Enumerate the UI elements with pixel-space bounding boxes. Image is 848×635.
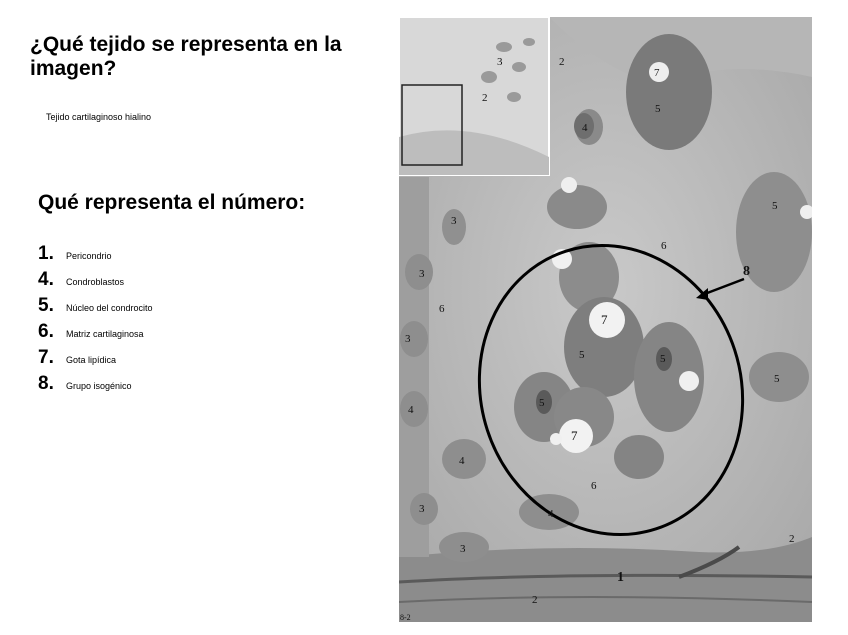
legend-number: 1. bbox=[38, 243, 54, 264]
legend-item bbox=[38, 295, 153, 321]
legend-label: Grupo isogénico bbox=[66, 381, 132, 391]
micrograph-label: 5 bbox=[579, 349, 585, 361]
micrograph-label: 5 bbox=[772, 200, 778, 212]
legend-number: 7. bbox=[38, 347, 54, 368]
micrograph-label: 3 bbox=[451, 215, 457, 227]
legend-item bbox=[38, 347, 153, 373]
legend-number: 4. bbox=[38, 269, 54, 290]
micrograph-label: 3 bbox=[419, 268, 425, 280]
micrograph-label: 8 bbox=[743, 264, 750, 279]
legend-label: Pericondrio bbox=[66, 251, 112, 261]
micrograph-label: 1 bbox=[617, 570, 624, 585]
micrograph-label: 7 bbox=[571, 428, 578, 443]
legend-item bbox=[38, 373, 153, 399]
legend-item bbox=[38, 321, 153, 347]
question-title: ¿Qué tejido se representa en la imagen? bbox=[30, 33, 342, 80]
legend-list bbox=[38, 243, 153, 399]
micrograph-label: 7 bbox=[601, 312, 608, 327]
micrograph-label: 4 bbox=[548, 508, 554, 520]
legend-item bbox=[38, 243, 153, 269]
legend-number: 6. bbox=[38, 321, 54, 342]
micrograph-label: 2 bbox=[559, 56, 565, 68]
legend-label: Condroblastos bbox=[66, 277, 125, 287]
micrograph-label: 6 bbox=[661, 240, 667, 252]
micrograph-label: 4 bbox=[459, 455, 465, 467]
micrograph-label: 5 bbox=[774, 373, 780, 385]
legend-number: 5. bbox=[38, 295, 54, 316]
micrograph-label: 2 bbox=[532, 594, 538, 606]
micrograph-label: 3 bbox=[405, 333, 411, 345]
micrograph-label: 2 bbox=[789, 533, 795, 545]
corner-label: 8-2 bbox=[400, 613, 411, 622]
micrograph-label: 3 bbox=[460, 543, 466, 555]
micrograph-label: 6 bbox=[439, 303, 445, 315]
micrograph-label: 5 bbox=[660, 353, 666, 365]
micrograph-label: 2 bbox=[482, 92, 488, 104]
legend-label: Gota lipídica bbox=[66, 355, 117, 365]
answer-text: Tejido cartilaginoso hialino bbox=[46, 112, 152, 122]
micrograph-label: 3 bbox=[419, 503, 425, 515]
micrograph-image bbox=[399, 17, 812, 622]
micrograph-label: 4 bbox=[582, 122, 588, 134]
micrograph-label: 4 bbox=[408, 404, 414, 416]
micrograph-label: 5 bbox=[539, 397, 545, 409]
micrograph-label: 6 bbox=[591, 480, 597, 492]
inset-light-micrograph bbox=[399, 17, 549, 175]
micrograph-label: 5 bbox=[655, 103, 661, 115]
micrograph-label: 3 bbox=[497, 56, 503, 68]
legend-title: Qué representa el número: bbox=[38, 191, 306, 214]
legend-number: 8. bbox=[38, 373, 54, 394]
legend-label: Núcleo del condrocito bbox=[66, 303, 153, 313]
legend-label: Matriz cartilaginosa bbox=[66, 329, 144, 339]
legend-item bbox=[38, 269, 153, 295]
micrograph-label: 7 bbox=[654, 67, 660, 79]
